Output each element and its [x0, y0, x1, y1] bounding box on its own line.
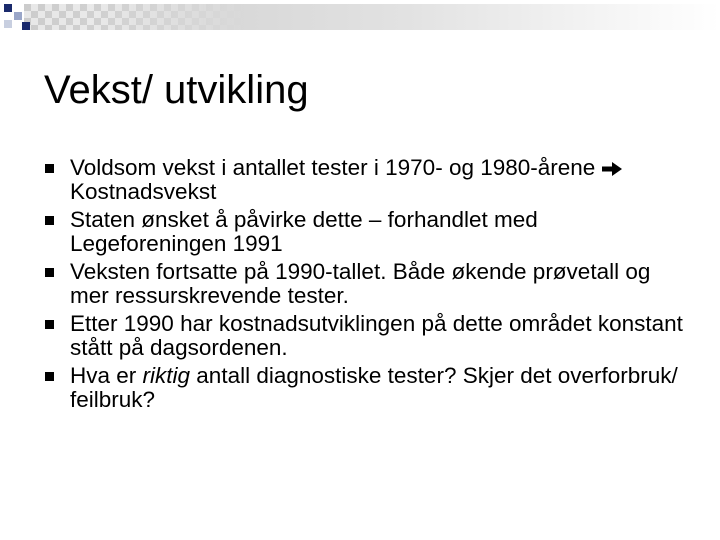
bullet-text: Veksten fortsatte på 1990-tallet. Både økende prøvetall og mer ressurskrevende tester. — [70, 259, 651, 308]
header-decoration — [0, 0, 720, 38]
bullet-text: Etter 1990 har kostnadsutviklingen på dette området konstant stått på dagsordenen. — [70, 311, 683, 360]
right-arrow-icon — [601, 161, 623, 177]
bullet-text: Voldsom vekst i antallet tester i 1970- og 1980-årene — [70, 155, 596, 180]
slide-title: Vekst/ utvikling — [44, 68, 309, 112]
square-bullet-icon — [45, 268, 54, 277]
bullet-item — [44, 156, 694, 204]
bullet-item — [44, 364, 694, 412]
bullet-text: Kostnadsvekst — [70, 179, 217, 204]
header-checker-pattern — [24, 4, 244, 30]
bullet-emphasis: riktig — [142, 363, 191, 388]
bullet-list — [44, 156, 694, 416]
header-square-icon — [4, 4, 12, 12]
bullet-text: antall diagnostiske tester? Skjer det overforbruk/ feilbruk? — [70, 363, 678, 412]
bullet-text: Staten ønsket å påvirke dette – forhandlet med Legeforeningen 1991 — [70, 207, 538, 256]
header-square-icon — [14, 12, 22, 20]
bullet-item — [44, 208, 694, 256]
header-square-icon — [22, 22, 30, 30]
header-square-icon — [4, 20, 12, 28]
bullet-item — [44, 312, 694, 360]
square-bullet-icon — [45, 372, 54, 381]
square-bullet-icon — [45, 164, 54, 173]
square-bullet-icon — [45, 216, 54, 225]
square-bullet-icon — [45, 320, 54, 329]
bullet-text: Hva er — [70, 363, 143, 388]
bullet-item — [44, 260, 694, 308]
